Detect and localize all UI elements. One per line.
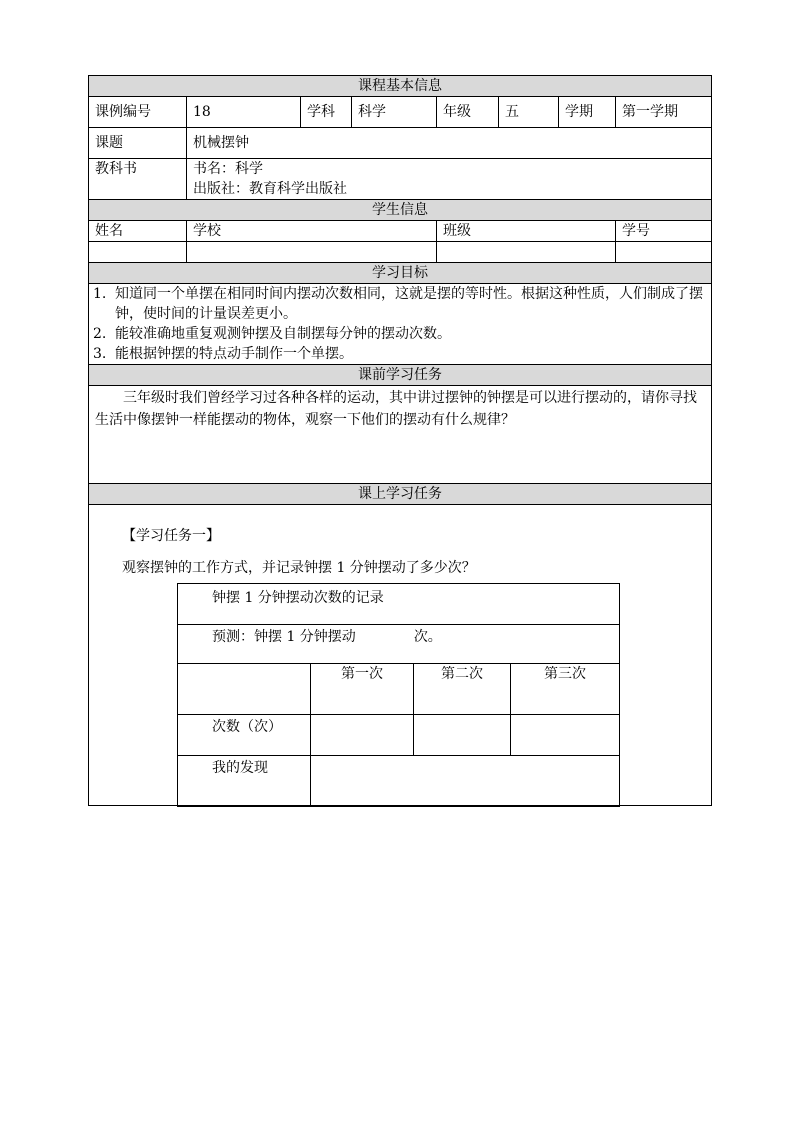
- course-info-header: 课程基本信息: [89, 76, 712, 97]
- name-field[interactable]: [89, 242, 187, 263]
- count-row-label: 次数（次）: [178, 715, 311, 756]
- goal-text: 知道同一个单摆在相同时间内摆动次数相同，这就是摆的等时性。根据这种性质，人们制成了摆钟，使时间的计量误差更小。: [115, 286, 703, 322]
- goals-list: [89, 284, 712, 365]
- school-label: 学校: [187, 221, 437, 242]
- textbook-label: 教科书: [89, 159, 187, 200]
- finding-cell[interactable]: [311, 756, 620, 807]
- pre-task-header: 课前学习任务: [89, 365, 712, 386]
- swing-record-table: [177, 583, 620, 807]
- term-value: 第一学期: [616, 97, 712, 128]
- goals-header: 学习目标: [89, 263, 712, 284]
- count-third-cell[interactable]: [511, 715, 620, 756]
- topic-value: 机械摆钟: [187, 128, 712, 159]
- count-second-cell[interactable]: [414, 715, 511, 756]
- corner-cell: [178, 664, 311, 715]
- task1-description: 观察摆钟的工作方式，并记录钟摆 1 分钟摆动了多少次？: [122, 560, 476, 576]
- subject-value: 科学: [352, 97, 437, 128]
- name-label: 姓名: [89, 221, 187, 242]
- task1-title: 【学习任务一】: [122, 528, 220, 544]
- number-field[interactable]: [616, 242, 712, 263]
- goal-text: 能较准确地重复观测钟摆及自制摆每分钟的摆动次数。: [115, 326, 451, 342]
- col-first-trial: 第一次: [311, 664, 414, 715]
- lesson-id-label: 课例编号: [89, 97, 187, 128]
- subject-label: 学科: [301, 97, 352, 128]
- prediction-prefix: 预测：钟摆 1 分钟摆动: [212, 629, 356, 645]
- textbook-value: [187, 159, 712, 200]
- number-label: 学号: [616, 221, 712, 242]
- goal-item: [93, 344, 707, 364]
- pre-task-body: [89, 386, 712, 484]
- count-first-cell[interactable]: [311, 715, 414, 756]
- goal-item: [93, 284, 707, 324]
- book-name: 书名：科学: [193, 161, 263, 177]
- publisher: 出版社：教育科学出版社: [193, 181, 347, 197]
- class-field[interactable]: [437, 242, 616, 263]
- school-field[interactable]: [187, 242, 437, 263]
- goal-number: 2.: [93, 326, 107, 342]
- grade-value: 五: [499, 97, 559, 128]
- finding-row-label: 我的发现: [178, 756, 311, 807]
- grade-label: 年级: [437, 97, 499, 128]
- lesson-id-value: 18: [187, 97, 301, 128]
- class-task-header: 课上学习任务: [89, 484, 712, 505]
- student-info-header: 学生信息: [89, 200, 712, 221]
- prediction-row: [178, 625, 620, 664]
- prediction-suffix: 次。: [413, 629, 442, 645]
- goal-number: 1.: [93, 286, 107, 302]
- term-label: 学期: [559, 97, 616, 128]
- pre-task-text: 三年级时我们曾经学习过各种各样的运动，其中讲过摆钟的钟摆是可以进行摆动的，请你寻找生活中像摆钟一样能摆动的物体，观察一下他们的摆动有什么规律？: [95, 390, 697, 428]
- col-third-trial: 第三次: [511, 664, 620, 715]
- class-label: 班级: [437, 221, 616, 242]
- goal-item: [93, 324, 707, 344]
- col-second-trial: 第二次: [414, 664, 511, 715]
- topic-label: 课题: [89, 128, 187, 159]
- record-title: 钟摆 1 分钟摆动次数的记录: [178, 584, 620, 625]
- goal-text: 能根据钟摆的特点动手制作一个单摆。: [115, 346, 353, 362]
- goal-number: 3.: [93, 346, 107, 362]
